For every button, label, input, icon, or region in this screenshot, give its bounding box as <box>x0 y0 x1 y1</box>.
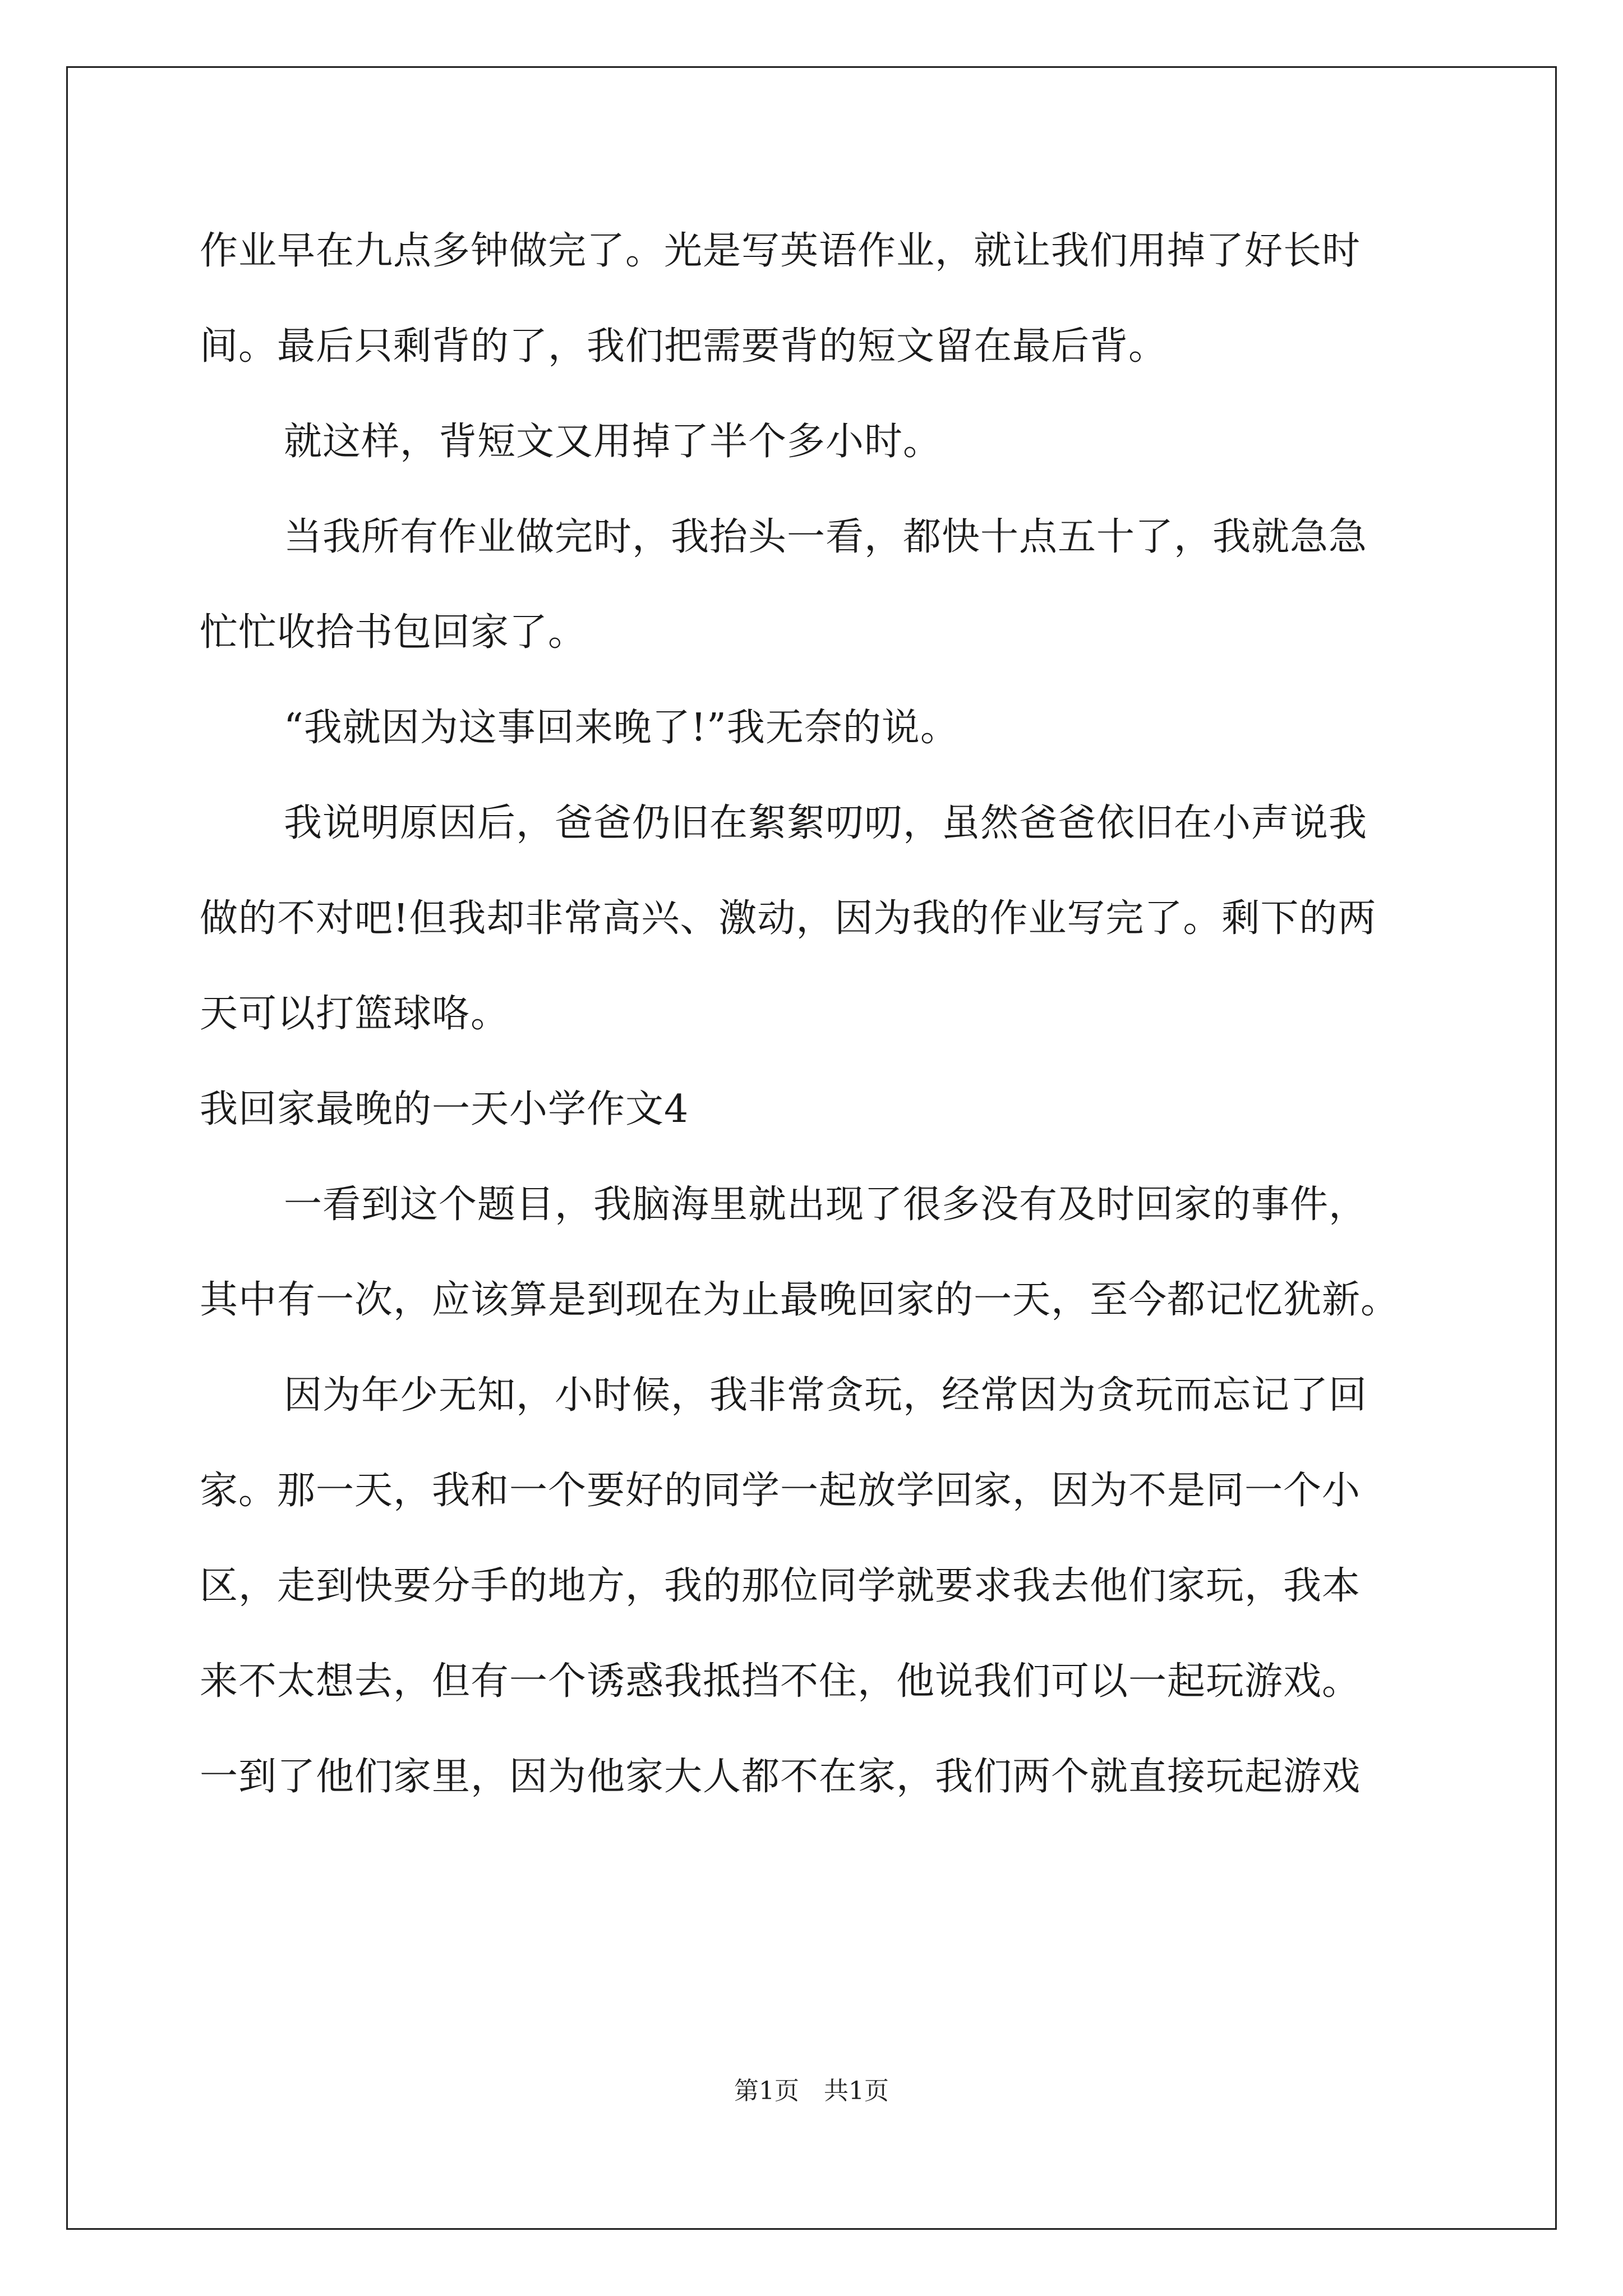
text-line: 我说明原因后，爸爸仍旧在絮絮叨叨，虽然爸爸依旧在小声说我 <box>284 801 1368 845</box>
section-heading: 我回家最晚的一天小学作文4 <box>200 1087 689 1131</box>
text-line: 就这样，背短文又用掉了半个多小时。 <box>284 420 942 464</box>
text-line: 做的不对吧!但我却非常高兴、激动，因为我的作业写完了。剩下的两 <box>200 896 1377 941</box>
text-line: 其中有一次，应该算是到现在为止最晚回家的一天，至今都记忆犹新。 <box>200 1278 1400 1322</box>
text-line: 当我所有作业做完时，我抬头一看，都快十点五十了，我就急急 <box>284 515 1368 559</box>
text-line: 来不太想去，但有一个诱惑我抵挡不住，他说我们可以一起玩游戏。 <box>200 1659 1361 1704</box>
page-footer: 第1页 共1页 <box>734 2077 889 2105</box>
text-line: 间。最后只剩背的了，我们把需要背的短文留在最后背。 <box>200 324 1168 369</box>
text-line: 天可以打篮球咯。 <box>200 992 510 1036</box>
text-line: 一到了他们家里，因为他家大人都不在家，我们两个就直接玩起游戏 <box>200 1755 1361 1799</box>
text-line: 一看到这个题目，我脑海里就出现了很多没有及时回家的事件， <box>284 1182 1368 1227</box>
text-line: 因为年少无知，小时候，我非常贪玩，经常因为贪玩而忘记了回 <box>284 1373 1368 1418</box>
text-line: “我就因为这事回来晚了!”我无奈的说。 <box>284 706 959 750</box>
text-line: 区，走到快要分手的地方，我的那位同学就要求我去他们家玩，我本 <box>200 1564 1361 1608</box>
text-line: 家。那一天，我和一个要好的同学一起放学回家，因为不是同一个小 <box>200 1469 1361 1513</box>
text-line: 作业早在九点多钟做完了。光是写英语作业，就让我们用掉了好长时 <box>200 229 1361 273</box>
text-line: 忙忙收拾书包回家了。 <box>200 610 587 655</box>
page-border <box>66 66 1557 2230</box>
